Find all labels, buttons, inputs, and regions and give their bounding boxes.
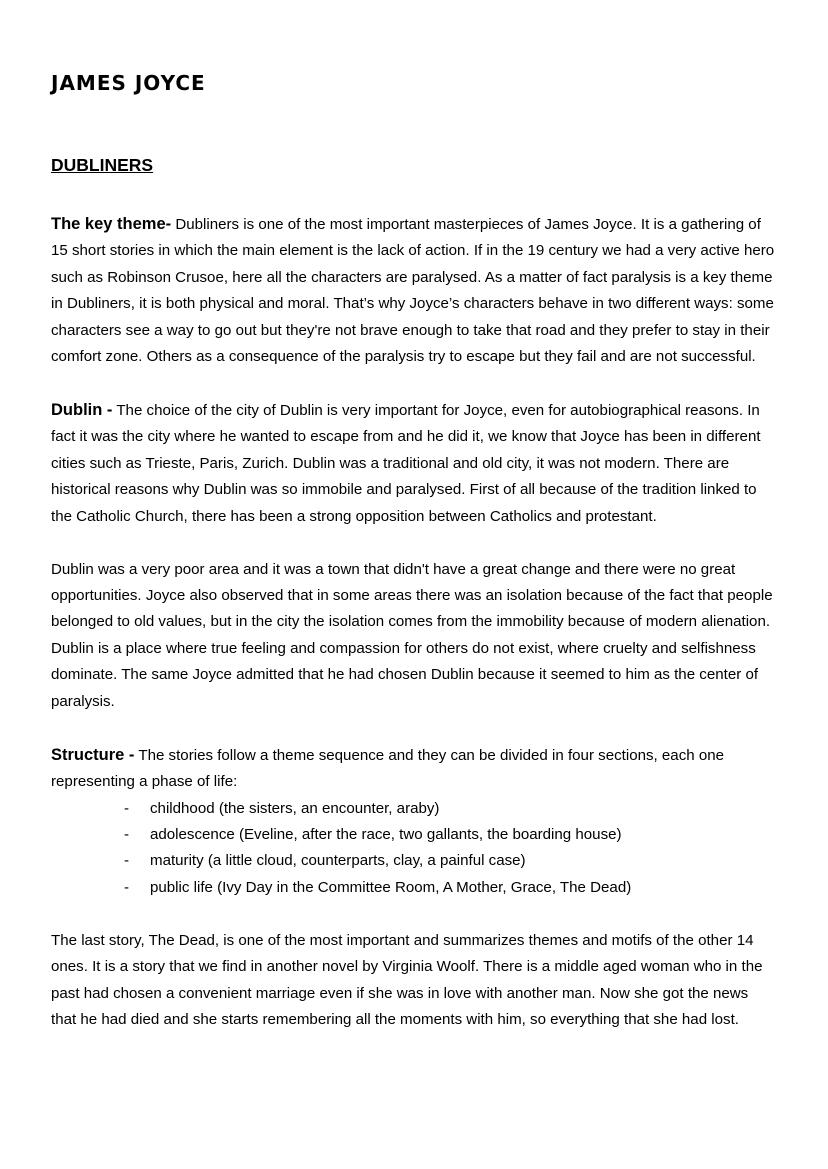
paragraph-text: The stories follow a theme sequence and they can be divided in four sections, each one representing a phase of life: [51, 746, 725, 791]
section-title: DUBLINERS [51, 155, 154, 175]
bullet-dash: - [124, 878, 130, 896]
document-body [51, 211, 776, 1060]
paragraph-text: The choice of the city of Dublin is very important for Joyce, even for autobiographical reasons. In fact it was the city where he wanted to escape from and he did it, we know that Joyce has been in different cities such as Trieste, Paris, Zurich. Dublin was a traditional and old city, it was not modern. There are historical reasons why Dublin was so immobile and paralysed. First of all because of the tradition linked to the Catholic Church, there has been a strong opposition between Catholics and protestant. [51, 402, 761, 525]
paragraph-lead: Dublin - [51, 401, 113, 420]
paragraph-lead: The key theme- [51, 215, 172, 233]
bullet-dash: - [124, 852, 130, 870]
list-item-text: adolescence (Eveline, after the race, two gallants, the boarding house) [150, 825, 622, 843]
paragraph-lead: Structure - [51, 745, 135, 764]
paragraph-the-dead: The last story, The Dead, is one of the most important and summarizes themes and motifs of the other 14 ones. It is a story that we find in another novel by Virginia Woolf. There is a middle aged woman who in the past had chosen a convenient marriage even if she was in love with another man. Now she got the news that he had died and she starts remembering all the moments with him, so everything that she had lost. [51, 931, 763, 1028]
paragraph-dublin-poor: Dublin was a very poor area and it was a town that didn't have a great change and there were no great opportunities. Joyce also observed that in some areas there was an isolation because of the fact that people belonged to old values, but in the city the isolation comes from the immobility because of modern alienation. Dublin is a place where true feeling and compassion for others do not exist, where cruelty and selfishness dominate. The same Joyce admitted that he had chosen Dublin because it seemed to him as the center of paralysis. [51, 560, 773, 710]
paragraph-text: Dubliners is one of the most important masterpieces of James Joyce. It is a gathering of 15 short stories in which the main element is the lack of action. If in the 19 century we had a very active hero such as Robinson Crusoe, here all the characters are paralysed. As a matter of fact paralysis is a key theme in Dubliners, it is both physical and moral. That’s why Joyce’s characters behave in two different ways: some characters see a way to go out but they're not brave enough to take that road and they prefer to stay in their comfort zone. Others as a consequence of the paralysis try to escape but they fail and are not successful. [51, 216, 775, 366]
list-item-text: childhood (the sisters, an encounter, araby) [150, 799, 440, 817]
list-item-text: public life (Ivy Day in the Committee Room, A Mother, Grace, The Dead) [150, 878, 632, 896]
list-item [51, 822, 776, 848]
bullet-dash: - [124, 799, 130, 817]
document-title: JAMES JOYCE [51, 71, 206, 95]
list-item-text: maturity (a little cloud, counterparts, clay, a painful case) [150, 852, 526, 870]
structure-list [51, 796, 776, 902]
list-item [51, 796, 776, 822]
paragraph-dublin [51, 397, 776, 530]
list-item [51, 848, 776, 874]
list-item [51, 875, 776, 901]
bullet-dash: - [124, 825, 130, 843]
paragraph-structure [51, 742, 776, 796]
paragraph-key-theme [51, 211, 776, 370]
